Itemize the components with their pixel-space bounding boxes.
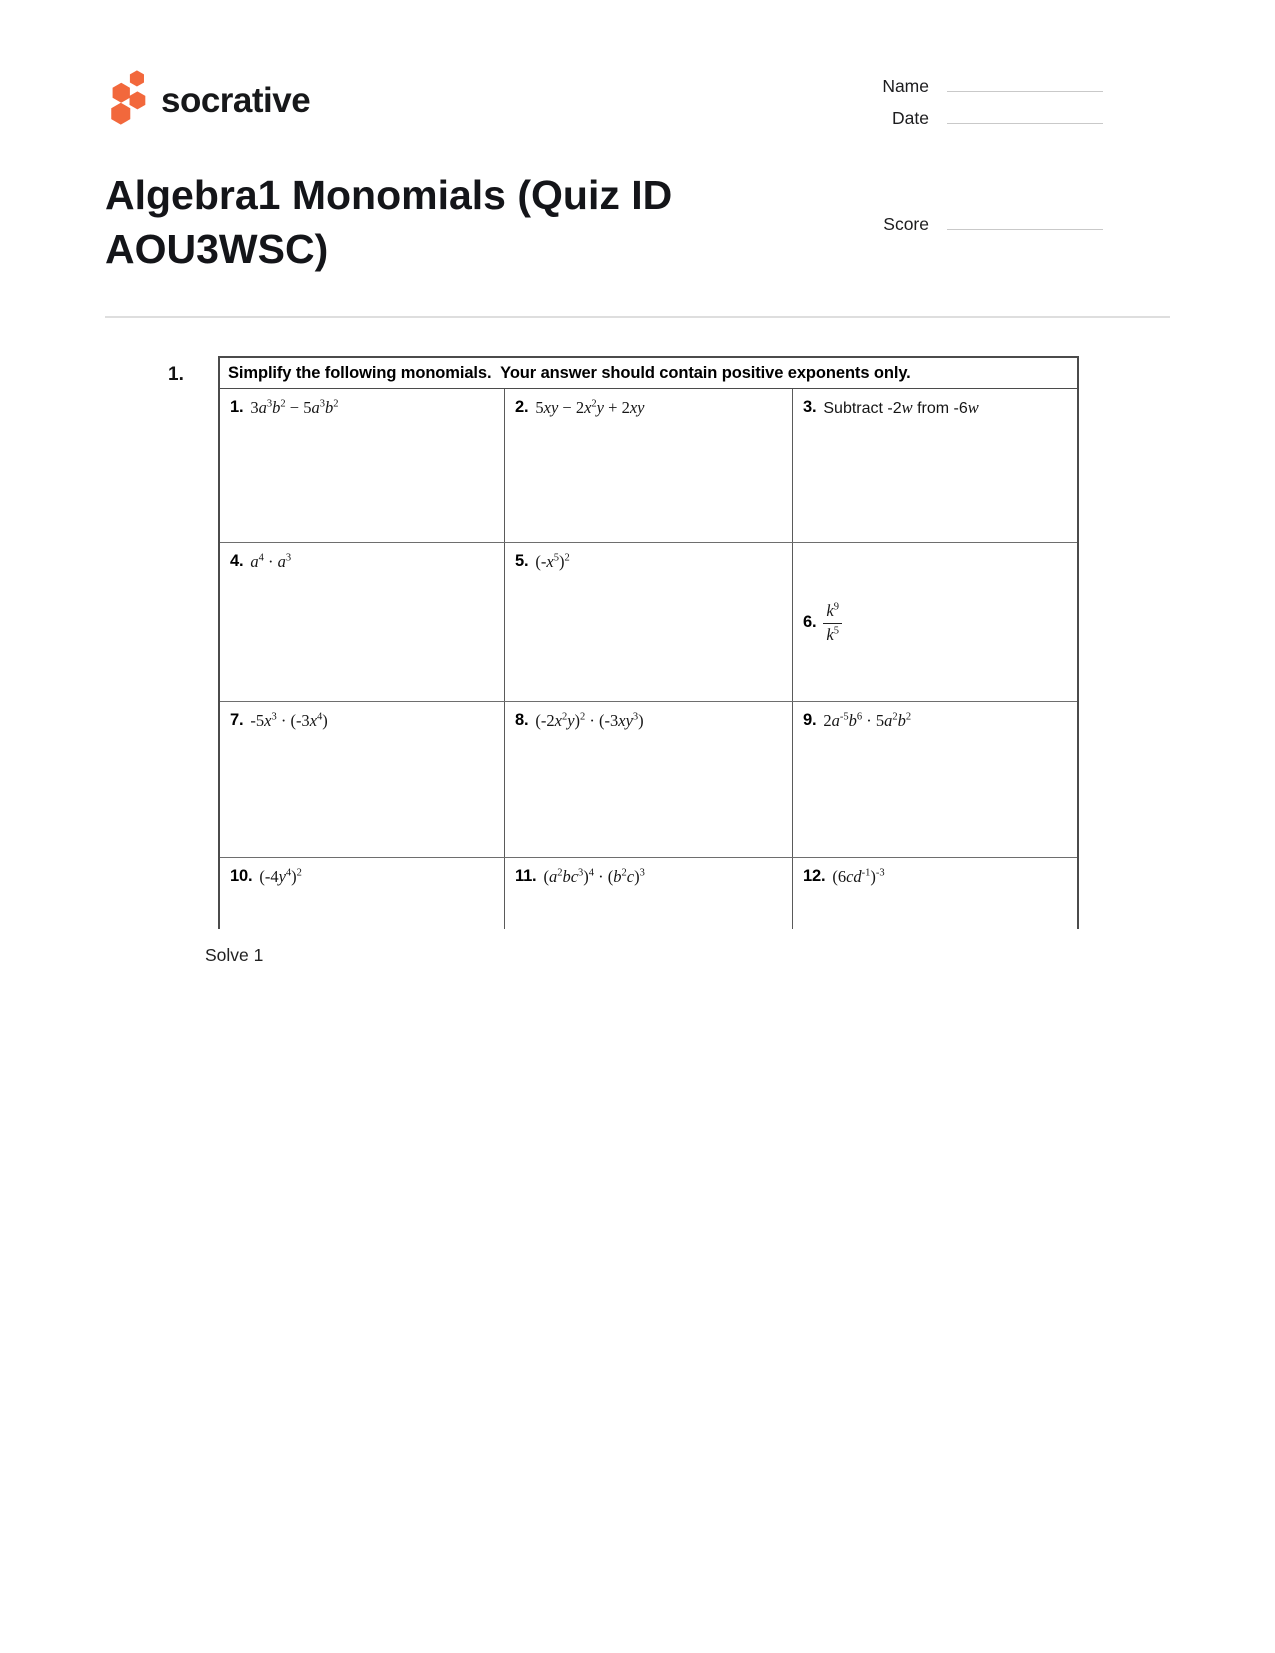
problem-cell-3 — [793, 389, 1075, 542]
score-label: Score — [883, 214, 929, 234]
section-divider — [105, 316, 1170, 318]
problem-cell-12 — [793, 858, 1075, 929]
score-blank-line — [947, 215, 1103, 230]
problem-expression: $\frac{k^9}{k^5}$ — [823, 599, 842, 645]
problem-cell-10 — [220, 858, 505, 929]
problem-number: 3. — [803, 398, 817, 417]
problem-expression: $5xy - 2x^2y + 2xy$ — [535, 398, 645, 418]
problem-cell-6 — [793, 543, 1075, 701]
problem-expression: $-5x^3 \cdot (-3x^4)$ — [250, 711, 328, 731]
problem-cell-5 — [505, 543, 793, 701]
problem-number: 1. — [230, 398, 244, 417]
table-row — [220, 858, 1077, 929]
problem-number: 8. — [515, 711, 529, 730]
name-date-fields — [882, 76, 1170, 140]
problem-expression: $(a^2bc^3)^4 \cdot (b^2c)^3$ — [543, 867, 645, 887]
problem-cell-11 — [505, 858, 793, 929]
problem-expression: $2a^{-5}b^6 \cdot 5a^2b^2$ — [823, 711, 912, 731]
name-label: Name — [882, 76, 929, 96]
problem-number: 6. — [803, 612, 817, 631]
problem-expression: Subtract -2w from -6w — [823, 398, 979, 418]
problem-number: 5. — [515, 552, 529, 571]
problem-expression: $(-x^5)^2$ — [535, 552, 570, 572]
table-instructions: Simplify the following monomials. Your answer should contain positive exponents only. — [220, 358, 1077, 389]
problem-cell-2 — [505, 389, 793, 542]
table-row — [220, 543, 1077, 702]
problem-expression: $(-2x^2y)^2 \cdot (-3xy^3)$ — [535, 711, 644, 731]
problem-number: 10. — [230, 867, 253, 886]
problems-table — [218, 356, 1079, 929]
table-row — [220, 702, 1077, 858]
problem-number: 7. — [230, 711, 244, 730]
date-field-row — [882, 108, 1103, 129]
solve-footnote: Solve 1 — [205, 945, 264, 966]
problem-cell-4 — [220, 543, 505, 701]
socrative-logo-text: socrative — [161, 80, 311, 120]
problem-expression: $(6cd^{-1})^{-3}$ — [832, 867, 885, 887]
problem-number: 2. — [515, 398, 529, 417]
quiz-title: Algebra1 Monomials (Quiz ID AOU3WSC) — [105, 172, 673, 273]
problem-number: 11. — [515, 867, 537, 886]
date-blank-line — [947, 109, 1103, 124]
problem-expression: $a^4 \cdot a^3$ — [250, 552, 292, 572]
name-blank-line — [947, 77, 1103, 92]
problem-cell-9 — [793, 702, 1075, 857]
date-label: Date — [892, 108, 929, 128]
question-1 — [105, 356, 1170, 966]
question-body — [205, 356, 1079, 966]
problem-cell-7 — [220, 702, 505, 857]
title-row — [105, 168, 1170, 276]
question-number: 1. — [168, 364, 184, 386]
problem-cell-8 — [505, 702, 793, 857]
problem-cell-1 — [220, 389, 505, 542]
problem-number: 12. — [803, 867, 826, 886]
name-field-row — [882, 76, 1103, 97]
page-header — [105, 68, 1170, 140]
score-field-row — [883, 214, 1103, 235]
problem-expression: $3a^3b^2 - 5a^3b^2$ — [250, 398, 339, 418]
score-field — [883, 214, 1170, 246]
problem-expression: $(-4y^4)^2$ — [259, 867, 302, 887]
socrative-logo — [105, 68, 310, 127]
problem-number: 4. — [230, 552, 244, 571]
socrative-hexagons-icon — [105, 68, 147, 127]
table-row — [220, 389, 1077, 543]
problem-number: 9. — [803, 711, 817, 730]
